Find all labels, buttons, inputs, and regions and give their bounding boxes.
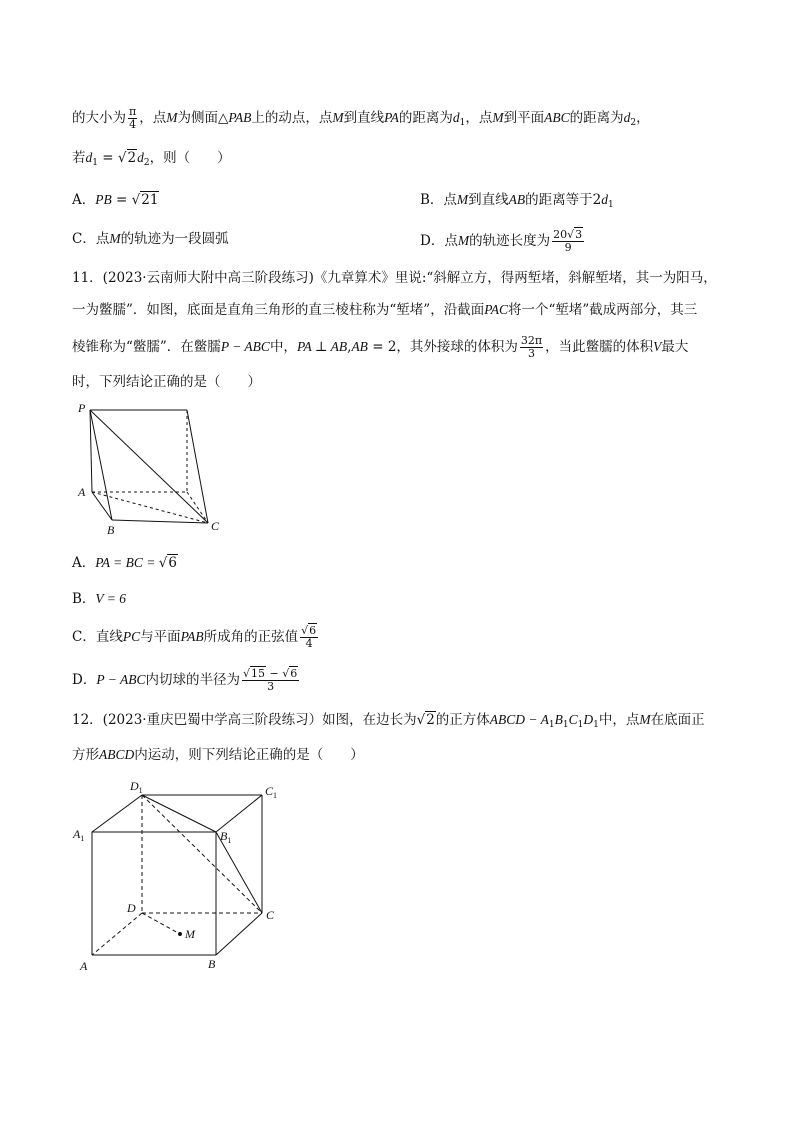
var-ab: AB: [351, 339, 368, 354]
var-abcd: ABCD: [99, 747, 135, 762]
expr: V = 6: [95, 591, 127, 606]
label-a: A: [78, 485, 86, 499]
option-label: C．点: [72, 231, 110, 247]
text: 到直线: [343, 110, 385, 126]
var-c: C: [568, 712, 578, 727]
text: 在底面正: [650, 712, 705, 728]
var-d: d: [137, 150, 144, 165]
var-d: d: [452, 110, 460, 125]
edge-pb: [90, 410, 112, 520]
q12-cube-figure: [70, 770, 290, 985]
text: ，则（ ）: [149, 150, 231, 166]
option-b: [420, 190, 614, 215]
text: 若: [72, 150, 86, 166]
text: 的大小为: [72, 110, 126, 126]
text: 将一个“堑堵”截成两部分，其三: [507, 302, 698, 318]
q11-stem-line1: 11．(2023·云南师大附中高三阶段练习)《九章算术》里说:“斜解立方，得两堑堵，斜解堑堵，其一为阳马，: [72, 270, 717, 286]
edge-c1b1: [216, 795, 262, 832]
fraction-pi-over-4: [128, 106, 137, 131]
text: 一为鳖臑”．如图，底面是直角三角形的直三棱柱称为“堑堵”，沿截面: [72, 302, 485, 318]
edge-b1c: [216, 832, 262, 913]
label-c: C: [211, 519, 220, 533]
text: ,: [347, 339, 352, 355]
q10-options-ab: [72, 190, 772, 210]
radicand: 6: [290, 667, 298, 680]
equals: =: [97, 150, 118, 166]
radicand: 21: [141, 192, 159, 208]
subscript: 2: [143, 158, 150, 168]
subscript: 1: [92, 158, 98, 168]
radicand: 3: [575, 228, 583, 241]
subscript: 1: [593, 720, 599, 730]
option-label: D．点: [420, 233, 458, 249]
var-pab: PAB: [180, 629, 204, 644]
option-label: A．: [72, 192, 96, 208]
radicand: 2: [127, 150, 137, 166]
text: 与平面: [140, 629, 181, 645]
text: 为侧面: [177, 110, 218, 126]
var-b: B: [554, 712, 563, 727]
option-label: B．: [72, 591, 96, 607]
text: 方形: [72, 747, 99, 763]
q10-condition-line2: [72, 148, 231, 173]
subscript: 1: [548, 720, 555, 730]
option-d: [420, 229, 586, 254]
sqrt-symbol: √: [301, 624, 309, 637]
option-label: D．: [72, 672, 97, 688]
option-label: C．直线: [72, 629, 123, 645]
label-b1: $B_1$: [220, 829, 232, 845]
sqrt-symbol: √: [158, 555, 168, 571]
sqrt-symbol: √: [416, 712, 426, 728]
text: ，: [636, 110, 650, 126]
text: 到平面: [503, 110, 545, 126]
var-m: M: [492, 110, 504, 125]
text: 所成角的正弦值: [203, 629, 299, 645]
option-c: [72, 231, 229, 247]
text: 到直线: [468, 192, 509, 208]
var-pb: PB: [95, 192, 112, 207]
subscript: 1: [577, 720, 584, 730]
text: ，当此鳖臑的体积: [545, 339, 654, 355]
edge-d1c-hidden: [142, 795, 262, 913]
text: 最大: [661, 339, 689, 355]
edge-d1b1: [142, 795, 216, 832]
q12-stem-line1: [72, 710, 705, 735]
sqrt-symbol: √: [131, 192, 141, 208]
number: 2: [592, 192, 602, 208]
text: 的轨迹为一段圆弧: [120, 231, 229, 247]
sqrt-symbol: √: [117, 150, 127, 166]
q11-option-a: [72, 553, 178, 573]
q12-stem-line2: [72, 745, 364, 765]
text: = 2，其外接球的体积为: [367, 339, 518, 355]
edge-d1a1: [92, 795, 142, 832]
var-v: V: [653, 339, 662, 354]
edge-dm-hidden: [142, 913, 180, 934]
point-m: [178, 932, 182, 936]
fraction-root6-over-4: [300, 625, 318, 650]
q10-options-cd: [72, 228, 772, 254]
fraction-denominator: 4: [129, 118, 137, 131]
sqrt-symbol: √: [242, 667, 250, 680]
text: 的距离为: [569, 110, 624, 126]
text: ，点: [139, 110, 167, 126]
var-pac: PAC: [484, 302, 508, 317]
label-d1: $D_1$: [130, 779, 143, 795]
fraction-32pi-over-3: [520, 335, 543, 360]
var-m: M: [457, 233, 470, 248]
label-c: C: [266, 908, 275, 922]
var-ab: AB: [508, 192, 526, 207]
text: 上的动点，点: [251, 110, 333, 126]
fraction-root15-minus-root6-over-3: [242, 668, 299, 693]
var-m: M: [109, 231, 121, 246]
minus: −: [265, 667, 283, 680]
label-a: A: [80, 959, 88, 973]
radicand: 6: [309, 624, 317, 637]
fraction-20root3-over-9: [552, 229, 584, 254]
label-d: D: [127, 901, 136, 915]
fraction-denominator: 3: [528, 347, 536, 360]
label-b: B: [107, 523, 115, 537]
option-label: A．: [72, 555, 96, 571]
var-m: M: [166, 110, 178, 125]
fraction-numerator: 32π: [520, 334, 543, 347]
var-abcd-a: ABCD − A: [489, 712, 549, 727]
number: 20: [553, 228, 568, 241]
subscript: 2: [630, 118, 637, 128]
option-label: B．点: [420, 192, 457, 208]
var-p-abc: P − ABC: [220, 339, 270, 354]
subscript: 1: [562, 720, 569, 730]
text: 棱锥称为“鳖臑”．在鳖臑: [72, 339, 221, 355]
var-d: D: [583, 712, 594, 727]
fraction-numerator: π: [129, 105, 137, 118]
sqrt-symbol: √: [567, 228, 575, 241]
var-m: M: [456, 192, 469, 207]
radicand: 15: [250, 667, 265, 680]
label-b: B: [208, 957, 216, 971]
var-pab: PAB: [228, 110, 252, 125]
q11-option-b: [72, 589, 126, 609]
triangle-symbol: △: [217, 110, 229, 126]
expr: P − ABC: [96, 672, 146, 687]
edge-bc: [216, 913, 262, 955]
subscript: 1: [459, 118, 466, 128]
var-abc: ABC: [544, 110, 570, 125]
var-pc: PC: [122, 629, 141, 644]
q11-option-c: [72, 625, 320, 650]
var-d: d: [623, 110, 631, 125]
fraction-denominator: 3: [267, 680, 275, 693]
text: 的距离为: [398, 110, 453, 126]
var-d: d: [85, 150, 93, 165]
fraction-denominator: 4: [305, 637, 313, 650]
text: 的正方体: [435, 712, 490, 728]
q11-tetrahedron-figure: [70, 400, 240, 540]
text: 的距离等于: [525, 192, 593, 208]
sqrt-symbol: √: [282, 667, 290, 680]
expr: PA = BC =: [95, 555, 159, 570]
edge-pa: [90, 410, 92, 492]
label-p: P: [78, 401, 86, 415]
text: 中，: [269, 339, 297, 355]
text: 内运动，则下列结论正确的是（ ）: [134, 747, 364, 763]
subscript: 1: [608, 200, 614, 210]
q11-stem-line2: [72, 300, 697, 320]
q11-stem-line4: 时，下列结论正确的是（ ）: [72, 374, 261, 390]
var-d: d: [601, 192, 609, 207]
label-a1: $A_1$: [73, 827, 85, 843]
var-m: M: [332, 110, 344, 125]
text: 内切球的半径为: [145, 672, 240, 688]
text: 12．(2023·重庆巴蜀中学高三阶段练习）如图，在边长为: [72, 712, 417, 728]
text: ，点: [465, 110, 493, 126]
radicand: 2: [426, 712, 435, 728]
q11-option-d: [72, 668, 301, 693]
label-m: M: [185, 927, 195, 941]
var-pa: PA: [384, 110, 399, 125]
radicand: 6: [168, 555, 177, 571]
equals: =: [111, 192, 132, 208]
q11-stem-line3: [72, 335, 688, 360]
var-pa-perp-ab: PA ⊥ AB: [296, 339, 348, 354]
fraction-denominator: 9: [564, 241, 572, 254]
edge-bc: [112, 520, 208, 523]
var-m: M: [639, 712, 651, 727]
text: 的轨迹长度为: [469, 233, 551, 249]
label-c1: $C_1$: [265, 784, 278, 800]
option-a: [72, 192, 159, 208]
edge-da-hidden: [92, 913, 142, 955]
text: 中，点: [598, 712, 640, 728]
q10-condition-line1: [72, 106, 650, 133]
